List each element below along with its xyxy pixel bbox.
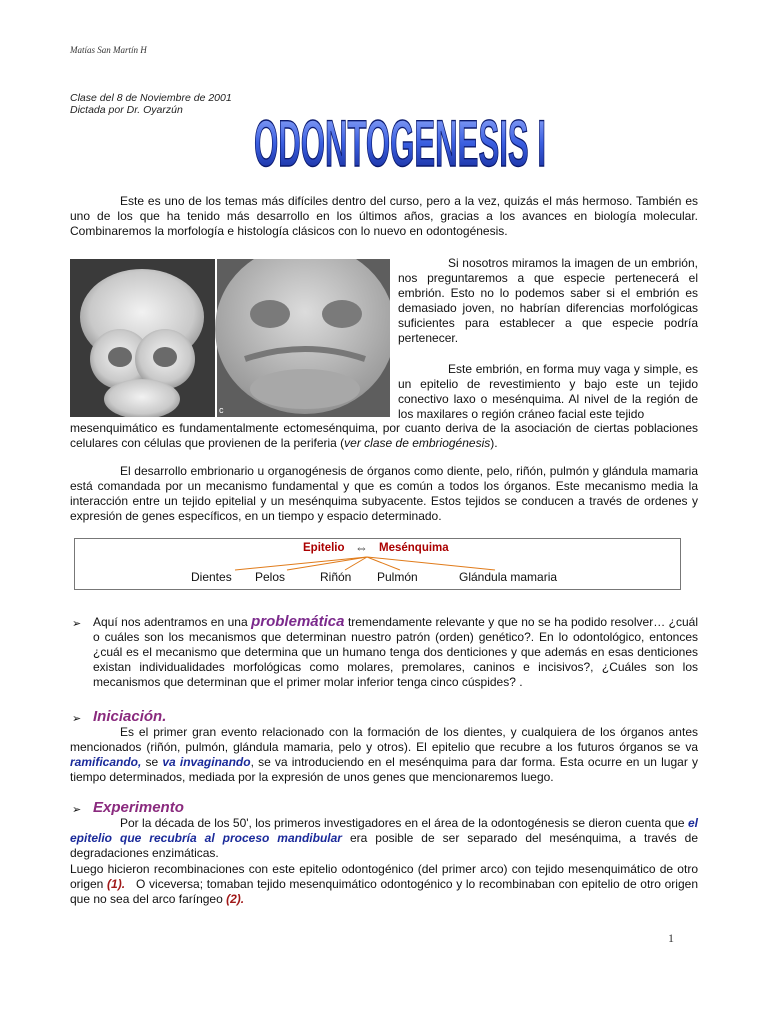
paragraph-intro: Este es uno de los temas más difíciles dentro del curso, pero a la vez, quizás el más hermoso. También es uno de los que ha tenido más desarrollo en los últimos años, gracias a los avances en biología molecular. Combinaremos la morfología e histología clásicos con lo nuevo en odontogénesis.: [70, 194, 698, 238]
diagram-organ-glandula: Glándula mamaria: [459, 570, 558, 584]
paragraph-recombinaciones: Luego hicieron recombinaciones con este epitelio odontogénico (del primer arco) con tejido mesenquimático de otro origen (1). O viceversa; tomaban tejido mesenquimático odontogénico y lo recombinaban con epitelio de otro origen que no sea del arco faríngeo (2).: [70, 862, 702, 906]
diagram-epitelio: Epitelio: [303, 542, 345, 554]
double-arrow-icon: ⇔: [355, 540, 368, 555]
heading-experimento: Experimento: [93, 799, 184, 816]
paragraph-organogenesis: El desarrollo embrionario u organogénesis de órganos como diente, pelo, riñón, pulmón y glándula mamaria está comandada por un mecanismo fundamental y que es común a todos los órganos. Este mecanismo media la interacción entre un tejido epitelial y un mesénquima subyacente. Estos tejidos se conducen a través de ordenes y expresión de genes específicos, en un tiempo y espacio determinado.: [70, 464, 698, 523]
diagram-organ-rinon: Riñón: [320, 570, 352, 584]
diagram-organ-dientes: Dientes: [191, 570, 232, 584]
diagram-organ-pelos: Pelos: [255, 570, 286, 584]
bullet-arrow-icon: ➢: [72, 618, 82, 630]
bullet-arrow-icon: ➢: [72, 713, 82, 725]
lecture-date: Clase del 8 de Noviembre de 2001: [70, 92, 232, 104]
lecture-professor: Dictada por Dr. Oyarzún: [70, 104, 183, 116]
paragraph-ectomesenchyme: mesenquimático es fundamentalmente ectomesénquima, por cuanto deriva de la asociación de ciertas poblaciones celulares con células que provienen de la periferia (ver clase de embriogénesis).: [70, 421, 698, 450]
lecture-info: [70, 92, 232, 116]
document-title: [250, 106, 550, 176]
epithelium-mesenchyme-diagram: [74, 538, 681, 590]
paragraph-experimento: Por la década de los 50', los primeros investigadores en el área de la odontogénesis se dieron cuenta que el epitelio que recubría al proceso mandibular era posible de ser separado del mesénquima, a través de degradaciones enzimáticas.: [70, 816, 699, 860]
photo-caption-letter: c: [219, 405, 224, 415]
bullet-arrow-icon: ➢: [72, 804, 82, 816]
title-text: ODONTOGENESIS I: [254, 106, 546, 176]
embryo-photo: [70, 259, 390, 417]
diagram-mesenquima: Mesénquima: [379, 542, 449, 554]
paragraph-problematica: Aquí nos adentramos en una problemática tremendamente relevante y que no se ha podido resolver… ¿cuál o cuáles son los mecanismos que determinan nuestro patrón (orden) genético?. En lo odontológico, entonces ¿cuál es el mecanismo que determina que un humano tenga dos denticiones y que además en esas denticiones existan individualidades morfológicas como molares, premolares, caninos e incisivos?, ¿Cuáles son los mecanismos que determinan que el primer molar inferior tenga cinco cúspides? .: [93, 613, 698, 689]
paragraph-embryo-question: Si nosotros miramos la imagen de un embrión, nos preguntaremos a que especie pertenecerá el embrión. Esto no lo podemos saber si el embrión es demasiado joven, no habrían diferencias morfológicas suficientes para establecer a que especie podría pertenecer.: [398, 256, 698, 345]
page-number: 1: [668, 931, 674, 945]
paragraph-embryo-tissue: Este embrión, en forma muy vaga y simple, es un epitelio de revestimiento y bajo este un tejido conectivo laxo o mesénquima. Al nivel de la región de los maxilares o región cráneo facial este tejido: [398, 362, 698, 421]
author-header: Matías San Martín H: [70, 45, 147, 55]
heading-iniciacion: Iniciación.: [93, 708, 167, 725]
paragraph-iniciacion: Es el primer gran evento relacionado con la formación de los dientes, y cualquiera de los órganos antes mencionados (riñón, pulmón, glándula mamaria, pelo y otros). El epitelio que recubre a los futuros órganos se va ramificando, se va invaginando, se va introduciendo en el mesénquima para dar forma. Esta ocurre en un lugar y tiempo determinados, mediada por la expresión de unos genes que mencionaremos luego.: [70, 725, 698, 784]
diagram-organ-pulmon: Pulmón: [377, 570, 418, 584]
